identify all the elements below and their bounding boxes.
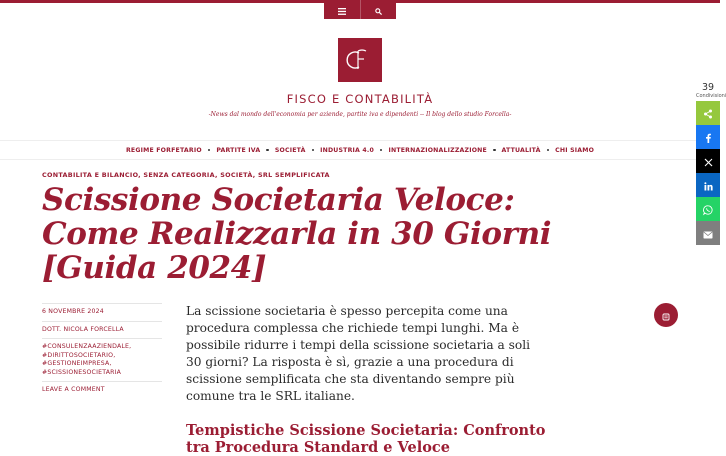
linkedin-icon — [704, 176, 713, 195]
post-title: Scissione Societaria Veloce: Come Realizzarla in 30 Giorni [Guida 2024] — [42, 182, 552, 286]
main-navigation — [0, 140, 720, 160]
whatsapp-share-button[interactable] — [696, 197, 720, 221]
share-icon — [703, 104, 713, 123]
fc-monogram-icon — [345, 45, 375, 75]
post-author[interactable]: DOTT. NICOLA FORCELLA — [42, 321, 162, 339]
nav-separator — [266, 149, 269, 152]
share-counter — [696, 82, 726, 99]
nav-item-attualita[interactable]: ATTUALITÀ — [501, 146, 541, 154]
post-section-heading: Tempistiche Scissione Societaria: Confronto tra Procedura Standard e Veloce — [186, 422, 546, 456]
post-content — [186, 303, 546, 456]
post-intro-paragraph: La scissione societaria è spesso percepita come una procedura complessa che richiede tempi lunghi. Ma è possibile ridurre i tempi della scissione societaria a soli 30 giorni? La risposta è sì, grazie a una procedura di scissione semplificata che sta diventando sempre più comune tra le SRL italiane. — [186, 304, 531, 403]
post-categories[interactable]: CONTABILITA E BILANCIO, SENZA CATEGORIA, SOCIETÀ, SRL SEMPLIFICATA — [42, 171, 330, 179]
x-icon — [704, 152, 713, 171]
search-toggle-button[interactable] — [360, 0, 396, 19]
comment-icon — [662, 306, 670, 325]
facebook-icon — [704, 128, 712, 147]
post-date[interactable]: 6 NOVEMBRE 2024 — [42, 303, 162, 321]
post-tags[interactable]: #CONSULENZAAZIENDALE, #DIRITTOSOCIETARIO, #GESTIONEIMPRESA, #SCISSIONESOCIETARIA — [42, 338, 162, 381]
nav-separator — [547, 149, 550, 152]
nav-item-industria[interactable]: INDUSTRIA 4.0 — [320, 146, 374, 154]
linkedin-share-button[interactable] — [696, 173, 720, 197]
nav-separator — [312, 149, 315, 152]
email-share-button[interactable] — [696, 221, 720, 245]
nav-item-chi-siamo[interactable]: CHI SIAMO — [555, 146, 595, 154]
nav-separator — [493, 149, 496, 152]
share-count-label: Condivisioni — [696, 93, 726, 99]
whatsapp-icon — [703, 200, 713, 219]
nav-separator — [380, 149, 383, 152]
search-icon — [375, 0, 382, 19]
hamburger-menu-icon — [338, 0, 346, 19]
share-count: 39 — [701, 82, 715, 93]
site-title[interactable]: FISCO E CONTABILITÀ — [286, 92, 434, 106]
comments-button[interactable] — [654, 303, 678, 327]
nav-item-internazionalizzazione[interactable]: INTERNAZIONALIZZAZIONE — [388, 146, 487, 154]
x-share-button[interactable] — [696, 149, 720, 173]
menu-toggle-button[interactable] — [324, 0, 360, 19]
nav-item-regime-forfetario[interactable]: REGIME FORFETARIO — [125, 146, 202, 154]
share-button[interactable] — [696, 101, 720, 125]
site-tagline: -News dal mondo dell'economia per aziende, partite iva e dipendenti -- Il blog dello studio Forcella- — [208, 111, 512, 118]
email-icon — [703, 224, 713, 243]
nav-item-societa[interactable]: SOCIETÀ — [274, 146, 306, 154]
post-meta — [42, 303, 162, 399]
site-logo[interactable] — [338, 38, 382, 82]
nav-item-partite-iva[interactable]: PARTITE IVA — [216, 146, 261, 154]
facebook-share-button[interactable] — [696, 125, 720, 149]
top-toolbar — [324, 0, 396, 19]
nav-separator — [208, 149, 211, 152]
leave-comment-link[interactable]: LEAVE A COMMENT — [42, 381, 162, 399]
